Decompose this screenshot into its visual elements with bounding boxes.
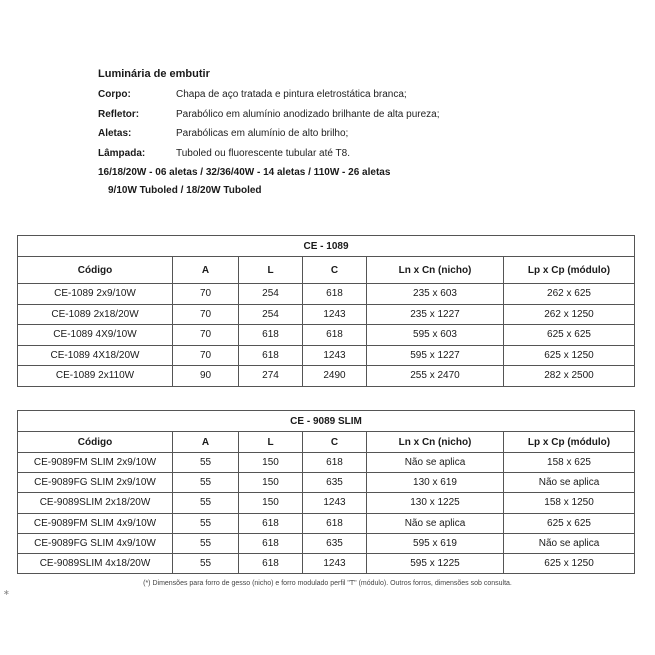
cell-module: 625 x 1250 [504,553,635,573]
spec-row-body [98,89,618,109]
column-header: A [173,257,239,284]
cell-a: 90 [173,366,239,387]
cell-code: CE-9089FG SLIM 2x9/10W [18,473,173,493]
table-row [18,345,635,366]
cell-module: 625 x 1250 [504,345,635,366]
cell-a: 55 [173,553,239,573]
cell-code: CE-9089FG SLIM 4x9/10W [18,533,173,553]
cell-l: 618 [239,325,303,346]
cell-c: 2490 [303,366,367,387]
table-row [18,513,635,533]
cell-code: CE-9089SLIM 2x18/20W [18,493,173,513]
cell-c: 618 [303,453,367,473]
specifications-block [98,68,618,203]
cell-module: Não se aplica [504,533,635,553]
cell-l: 274 [239,366,303,387]
cell-c: 635 [303,473,367,493]
column-header: Código [18,432,173,453]
table-row [18,284,635,305]
spec-value: Parabólicas em alumínio de alto brilho; [176,128,349,139]
cell-l: 150 [239,493,303,513]
cell-code: CE-9089FM SLIM 4x9/10W [18,513,173,533]
spec-value: Chapa de aço tratada e pintura eletrostática branca; [176,89,407,100]
spec-label: Aletas: [98,128,132,139]
cell-a: 70 [173,345,239,366]
cell-c: 618 [303,513,367,533]
cell-a: 55 [173,533,239,553]
table-row [18,325,635,346]
spec-value: Tuboled ou fluorescente tubular até T8. [176,147,351,159]
spec-row-blades [98,128,618,148]
cell-c: 635 [303,533,367,553]
cell-l: 618 [239,533,303,553]
cell-niche: Não se aplica [367,513,504,533]
cell-code: CE-9089FM SLIM 2x9/10W [18,453,173,473]
cell-c: 618 [303,325,367,346]
table-row [18,533,635,553]
table-ce-9089-slim [17,410,635,574]
table-title: CE - 1089 [18,236,635,257]
column-header: Código [18,257,173,284]
table-row [18,453,635,473]
cell-code: CE-1089 2x110W [18,366,173,387]
spec-label: Lâmpada: [98,147,146,159]
column-header: Ln x Cn (nicho) [367,432,504,453]
product-title: Luminária de embutir [98,68,210,80]
cell-a: 55 [173,453,239,473]
cell-niche: 595 x 1227 [367,345,504,366]
table-row [18,304,635,325]
cell-c: 618 [303,284,367,305]
cell-a: 55 [173,473,239,493]
cell-a: 70 [173,284,239,305]
cell-c: 1243 [303,493,367,513]
cell-niche: 130 x 619 [367,473,504,493]
footnote: (*) Dimensões para forro de gesso (nicho) e forro modulado perfil "T" (módulo). Outros forros, dimensões sob consulta. [143,580,512,587]
cell-module: 262 x 625 [504,284,635,305]
edge-mark: ∗ [3,588,10,597]
cell-module: 158 x 625 [504,453,635,473]
spec-row-lamp [98,148,618,168]
column-header: Lp x Cp (módulo) [504,432,635,453]
cell-c: 1243 [303,553,367,573]
table-row [18,553,635,573]
cell-a: 70 [173,325,239,346]
cell-code: CE-1089 4X18/20W [18,345,173,366]
table-ce-1089 [17,235,635,387]
cell-niche: 130 x 1225 [367,493,504,513]
cell-l: 150 [239,453,303,473]
table-row [18,493,635,513]
cell-niche: 235 x 1227 [367,304,504,325]
column-header: Lp x Cp (módulo) [504,257,635,284]
cell-l: 618 [239,553,303,573]
cell-niche: 595 x 619 [367,533,504,553]
cell-c: 1243 [303,345,367,366]
column-header: A [173,432,239,453]
cell-code: CE-1089 2x9/10W [18,284,173,305]
cell-module: 625 x 625 [504,325,635,346]
cell-a: 70 [173,304,239,325]
cell-l: 150 [239,473,303,493]
table-row [18,473,635,493]
cell-niche: 595 x 1225 [367,553,504,573]
cell-l: 254 [239,304,303,325]
cell-code: CE-9089SLIM 4x18/20W [18,553,173,573]
cell-niche: Não se aplica [367,453,504,473]
cell-l: 618 [239,345,303,366]
cell-module: 262 x 1250 [504,304,635,325]
cell-module: 158 x 1250 [504,493,635,513]
spec-value: Parabólico em alumínio anodizado brilhante de alta pureza; [176,108,440,120]
blade-count-line: 16/18/20W - 06 aletas / 32/36/40W - 14 aletas / 110W - 26 aletas [98,167,391,178]
table-title: CE - 9089 SLIM [18,411,635,432]
table-row [18,366,635,387]
column-header: C [303,257,367,284]
column-header: L [239,257,303,284]
cell-niche: 255 x 2470 [367,366,504,387]
cell-a: 55 [173,493,239,513]
tuboled-line: 9/10W Tuboled / 18/20W Tuboled [108,185,262,196]
column-header: C [303,432,367,453]
spec-label: Corpo: [98,89,131,100]
spec-label: Refletor: [98,108,140,120]
cell-module: 625 x 625 [504,513,635,533]
column-header: Ln x Cn (nicho) [367,257,504,284]
cell-module: Não se aplica [504,473,635,493]
cell-code: CE-1089 4X9/10W [18,325,173,346]
spec-row-reflector [98,109,618,129]
cell-c: 1243 [303,304,367,325]
cell-l: 618 [239,513,303,533]
cell-l: 254 [239,284,303,305]
cell-a: 55 [173,513,239,533]
cell-niche: 235 x 603 [367,284,504,305]
cell-code: CE-1089 2x18/20W [18,304,173,325]
column-header: L [239,432,303,453]
cell-niche: 595 x 603 [367,325,504,346]
cell-module: 282 x 2500 [504,366,635,387]
